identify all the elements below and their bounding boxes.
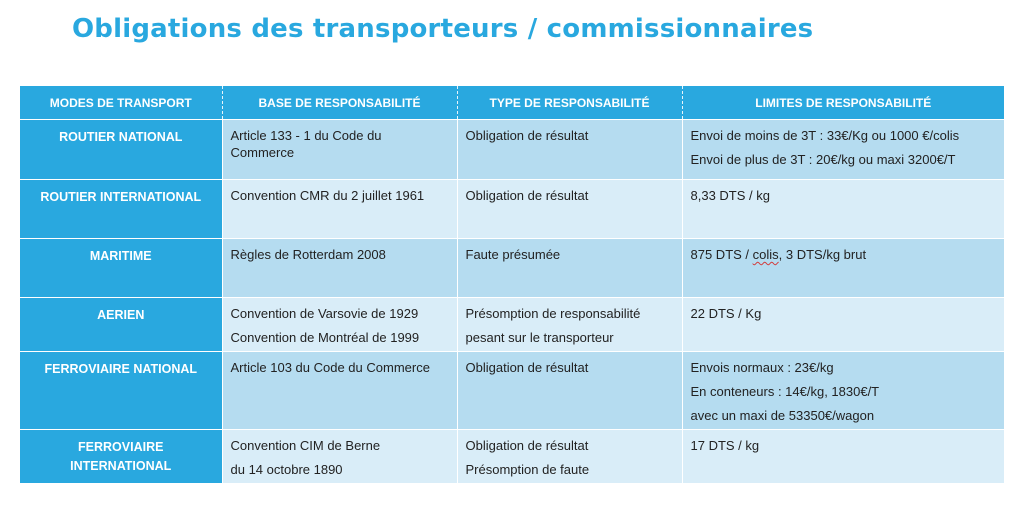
base-line: Règles de Rotterdam 2008	[230, 247, 386, 262]
type-cell	[457, 298, 682, 352]
mode-cell: AERIEN	[20, 298, 222, 352]
mode-cell: ROUTIER INTERNATIONAL	[20, 180, 222, 239]
limits-line: Envoi de moins de 3T : 33€/Kg ou 1000 €/colis	[690, 128, 960, 143]
limits-text: 875 DTS /	[690, 247, 753, 262]
header-type: TYPE DE RESPONSABILITÉ	[457, 86, 682, 120]
liability-table	[20, 86, 1004, 483]
table-row-ferroviaire-international	[20, 430, 1004, 484]
limits-line: Envois normaux : 23€/kg	[690, 360, 834, 375]
table-row-aerien	[20, 298, 1004, 352]
type-line: Obligation de résultat	[465, 360, 589, 375]
spellcheck-underlined-word: colis	[752, 247, 779, 262]
mode-cell: FERROVIAIRE INTERNATIONAL	[20, 430, 222, 484]
limits-cell	[682, 239, 1004, 298]
limits-cell	[682, 352, 1004, 430]
base-cell	[222, 298, 457, 352]
type-cell	[457, 352, 682, 430]
type-cell	[457, 430, 682, 484]
table-row-routier-international	[20, 180, 1004, 239]
mode-cell: ROUTIER NATIONAL	[20, 120, 222, 180]
limits-line: 8,33 DTS / kg	[690, 188, 770, 203]
table-row-maritime	[20, 239, 1004, 298]
header-limits: LIMITES DE RESPONSABILITÉ	[682, 86, 1004, 120]
base-line: du 14 octobre 1890	[230, 462, 343, 477]
slide-title: Obligations des transporteurs / commissionnaires	[72, 14, 814, 44]
type-line: pesant sur le transporteur	[465, 330, 614, 345]
base-line: Convention de Varsovie de 1929	[230, 306, 419, 321]
type-line: Présomption de faute	[465, 462, 590, 477]
limits-line: 22 DTS / Kg	[690, 306, 762, 321]
header-base: BASE DE RESPONSABILITÉ	[222, 86, 457, 120]
base-cell	[222, 430, 457, 484]
header-mode: MODES DE TRANSPORT	[20, 86, 222, 120]
limits-line: En conteneurs : 14€/kg, 1830€/T	[690, 384, 880, 399]
base-line: Convention de Montréal de 1999	[230, 330, 420, 345]
limits-cell	[682, 180, 1004, 239]
type-line: Présomption de responsabilité	[465, 306, 641, 321]
base-line: Convention CIM de Berne	[230, 438, 381, 453]
type-line: Obligation de résultat	[465, 438, 589, 453]
mode-cell: FERROVIAIRE NATIONAL	[20, 352, 222, 430]
table-row-ferroviaire-national	[20, 352, 1004, 430]
type-line: Obligation de résultat	[465, 188, 589, 203]
limits-line: Envoi de plus de 3T : 20€/kg ou maxi 3200€/T	[690, 152, 956, 167]
type-cell	[457, 180, 682, 239]
mode-cell: MARITIME	[20, 239, 222, 298]
base-line: Article 103 du Code du Commerce	[230, 360, 430, 375]
base-line: Article 133 - 1 du Code du Commerce	[230, 128, 382, 160]
base-line: Convention CMR du 2 juillet 1961	[230, 188, 425, 203]
base-cell	[222, 352, 457, 430]
base-cell	[222, 239, 457, 298]
table-row-routier-national	[20, 120, 1004, 180]
limits-cell	[682, 298, 1004, 352]
type-cell	[457, 120, 682, 180]
base-cell	[222, 120, 457, 180]
type-line: Faute présumée	[465, 247, 561, 262]
type-cell	[457, 239, 682, 298]
base-cell	[222, 180, 457, 239]
limits-line: 17 DTS / kg	[690, 438, 760, 453]
limits-text: , 3 DTS/kg brut	[778, 247, 867, 262]
type-line: Obligation de résultat	[465, 128, 589, 143]
limits-cell	[682, 120, 1004, 180]
limits-line: avec un maxi de 53350€/wagon	[690, 408, 875, 423]
limits-line	[691, 246, 997, 264]
table-header-row	[20, 86, 1004, 120]
limits-cell	[682, 430, 1004, 484]
